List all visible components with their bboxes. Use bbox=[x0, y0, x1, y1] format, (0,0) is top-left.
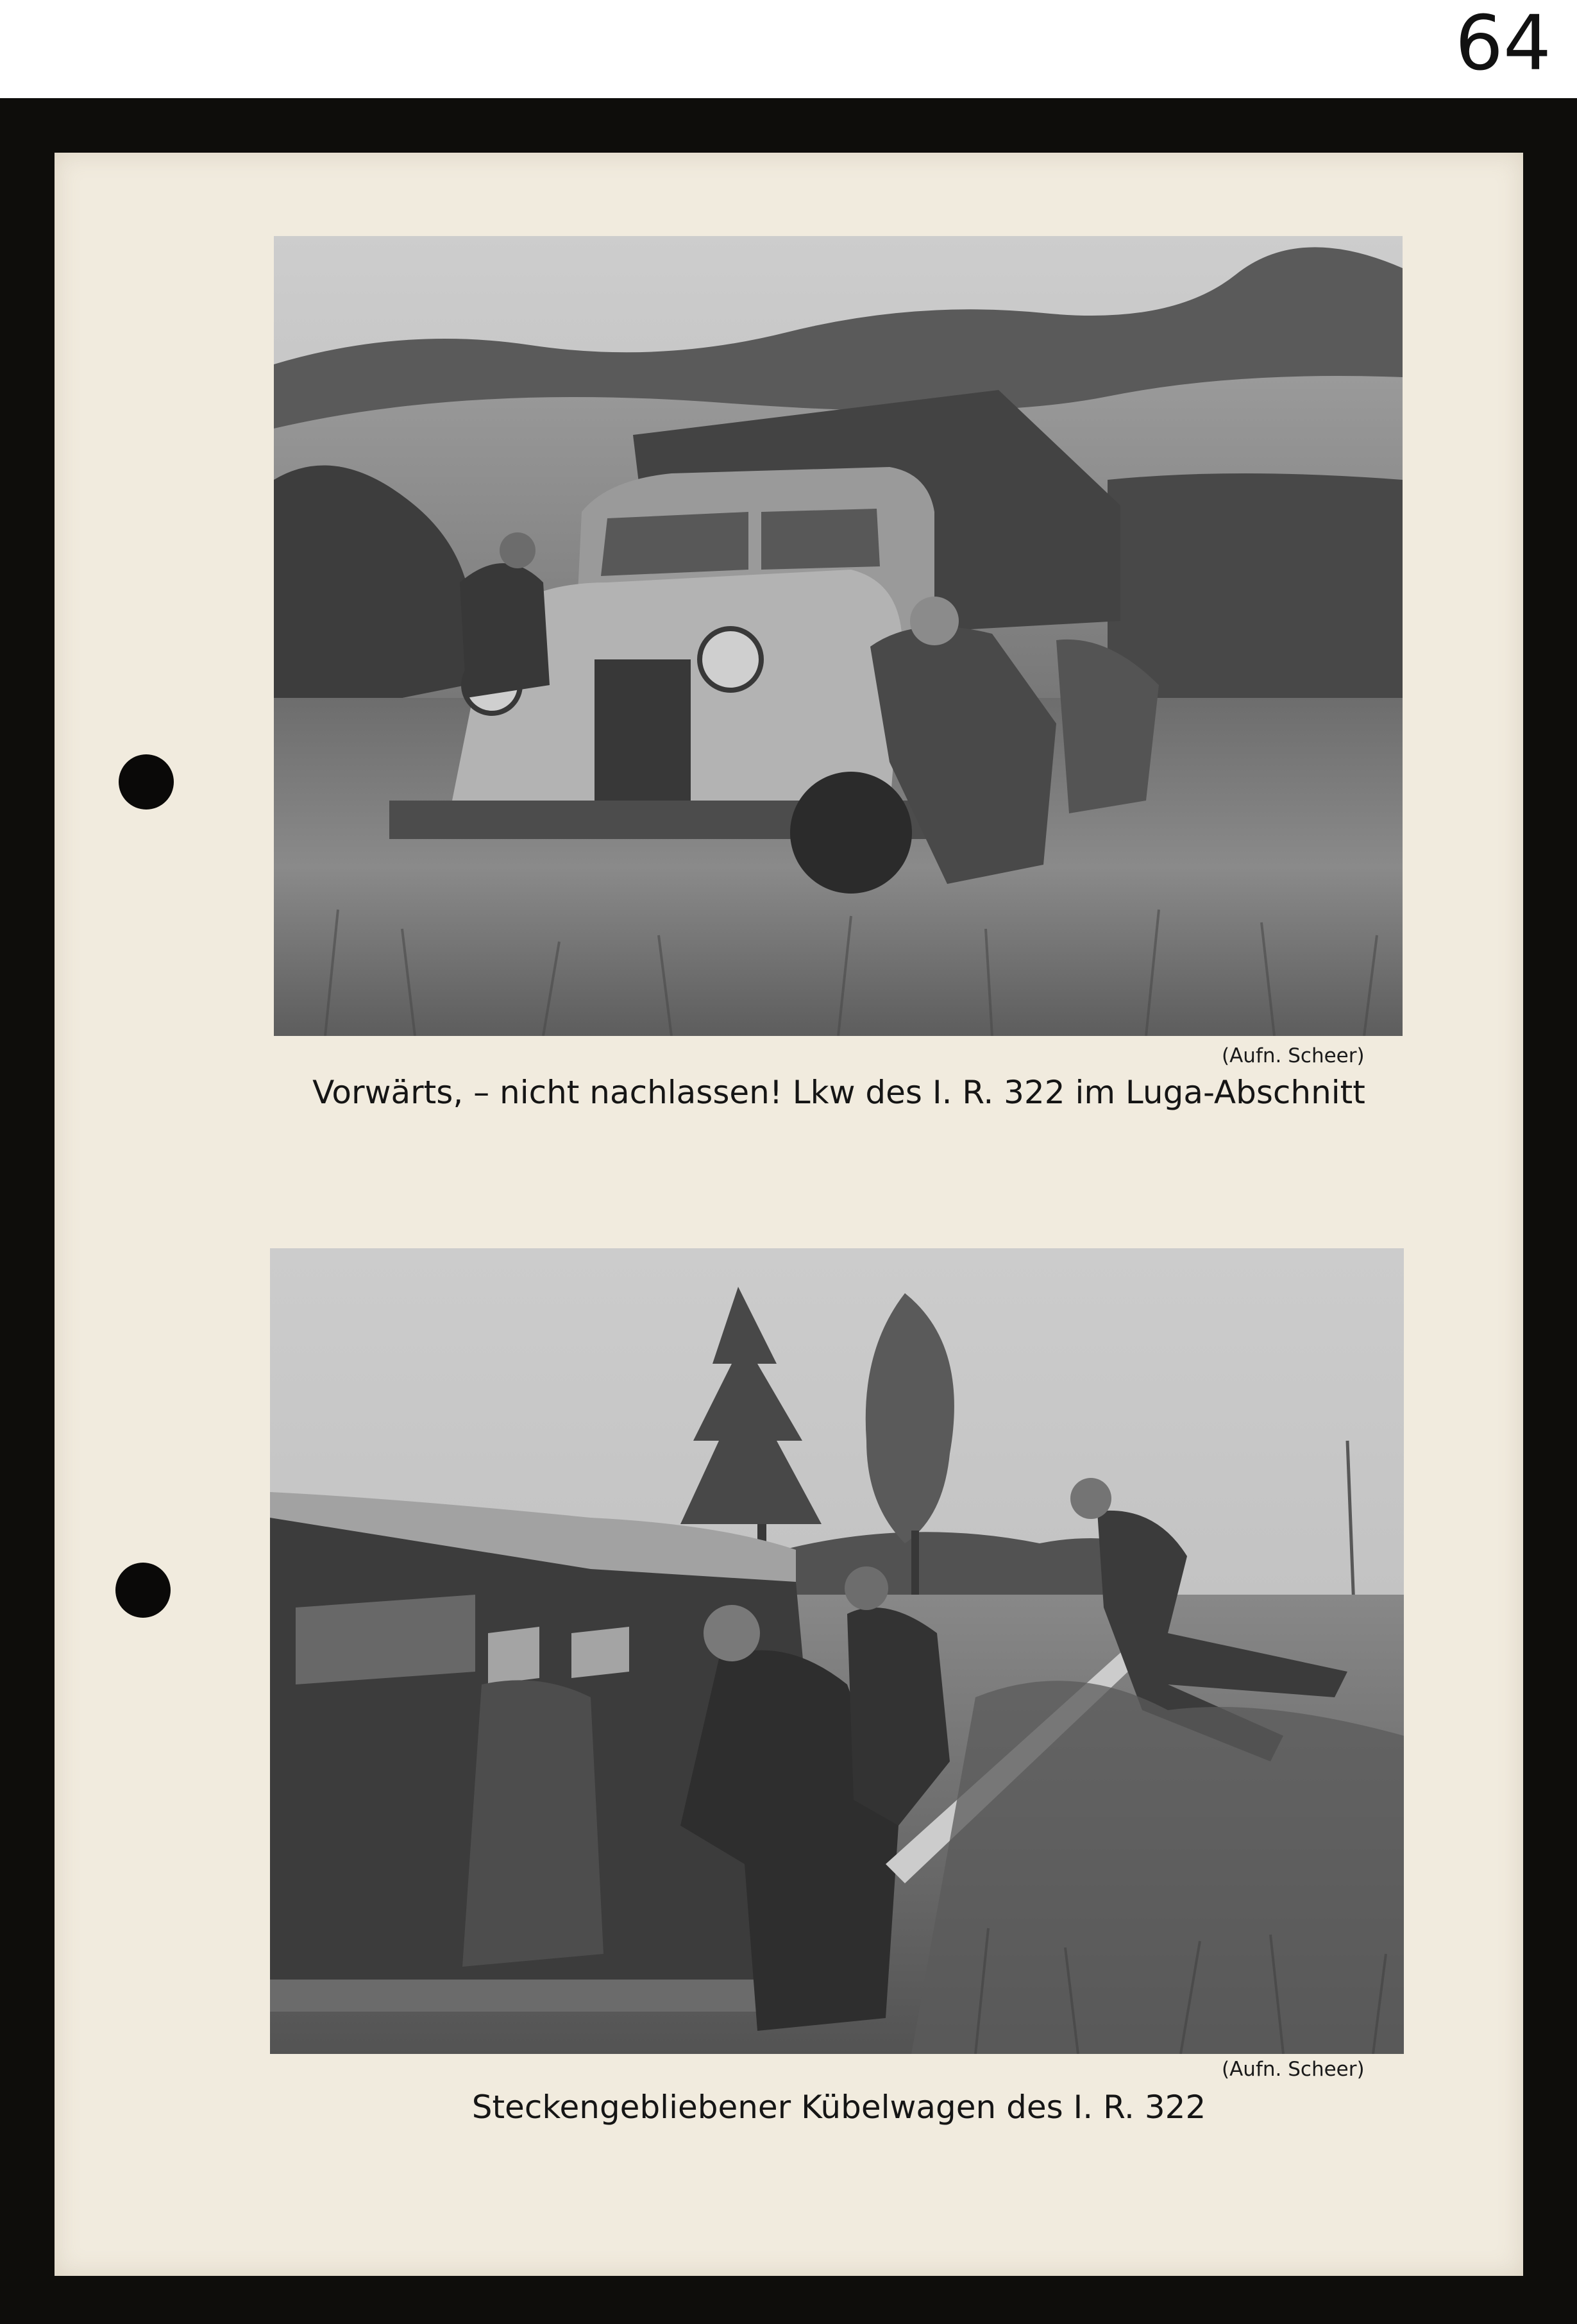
photo-credit-kuebelwagen: (Aufn. Scheer) bbox=[1222, 2058, 1365, 2081]
photo-kuebelwagen bbox=[270, 1248, 1404, 2054]
punch-hole-bottom bbox=[115, 1563, 171, 1618]
document-page bbox=[55, 153, 1523, 2276]
photo-caption-kuebelwagen: Steckengebliebener Kübelwagen des I. R. 322 bbox=[471, 2089, 1206, 2126]
photo-credit-truck: (Aufn. Scheer) bbox=[1222, 1044, 1365, 1067]
photo-kuebelwagen-image bbox=[270, 1248, 1404, 2054]
punch-hole-top bbox=[119, 754, 174, 810]
photo-caption-truck: Vorwärts, – nicht nachlassen! Lkw des I. R. 322 im Luga-Abschnitt bbox=[312, 1074, 1365, 1111]
photo-truck bbox=[274, 236, 1403, 1036]
page-number: 64 bbox=[1455, 0, 1551, 87]
photo-truck-image bbox=[274, 236, 1403, 1036]
